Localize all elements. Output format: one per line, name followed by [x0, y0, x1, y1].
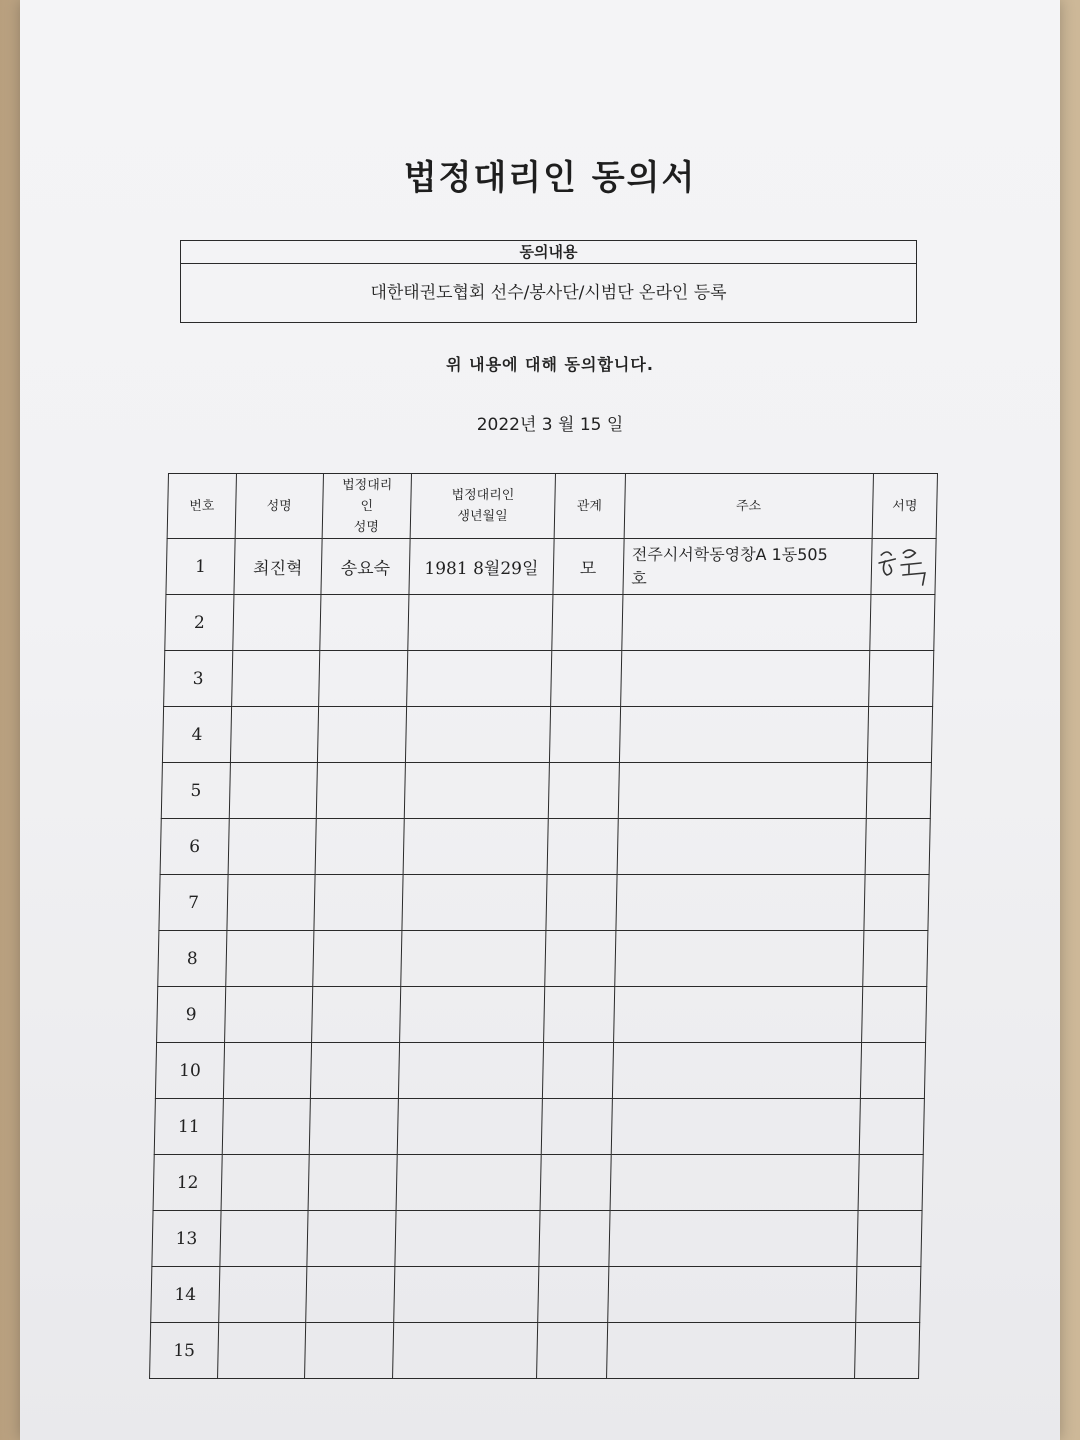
guardian-name-cell [319, 595, 409, 651]
guardian-birth-cell [408, 595, 552, 651]
address-cell [613, 987, 863, 1043]
student-name-cell [221, 1155, 309, 1211]
address-cell [616, 875, 866, 931]
address-cell [620, 651, 870, 707]
table-row [159, 875, 929, 931]
relation-cell [542, 1043, 613, 1099]
row-number-cell: 11 [154, 1099, 223, 1155]
signature-cell [860, 1043, 925, 1099]
address-cell [612, 1043, 862, 1099]
page-title: 법정대리인 동의서 [403, 158, 697, 198]
guardian-birth-cell: 1981 8월29일 [409, 539, 553, 595]
signature-cell [858, 1155, 923, 1211]
header-rep-birth-line: 법정대리인 [451, 488, 515, 503]
student-name-cell [227, 875, 315, 931]
relation-cell [536, 1323, 607, 1379]
row-number-cell: 6 [160, 819, 229, 875]
student-name-cell [222, 1099, 310, 1155]
relation-cell [547, 819, 618, 875]
table-row [160, 819, 930, 875]
student-name-cell [232, 651, 320, 707]
student-name-cell [226, 931, 314, 987]
address-cell [623, 539, 873, 595]
row-number-cell: 15 [150, 1323, 219, 1379]
signature-cell [865, 819, 930, 875]
table-header-row [167, 474, 937, 539]
relation-cell [548, 763, 619, 819]
guardian-birth-cell [403, 819, 547, 875]
student-name-cell [228, 819, 316, 875]
address-line: 전주시서학동영창A 1동505 [631, 544, 828, 564]
guardian-birth-cell [405, 763, 549, 819]
relation-cell [549, 707, 620, 763]
table-row [166, 539, 936, 595]
address-cell [617, 819, 867, 875]
header-rep-birth-line: 생년월일 [457, 509, 508, 524]
relation-cell [537, 1267, 608, 1323]
guardian-birth-cell [407, 651, 551, 707]
signature-cell [867, 707, 932, 763]
signature-cell [855, 1323, 920, 1379]
guardian-birth-cell [406, 707, 550, 763]
guardian-name-cell [318, 651, 408, 707]
signature-cell [869, 651, 934, 707]
relation-cell [538, 1211, 609, 1267]
student-name-cell [229, 763, 317, 819]
address-cell [619, 707, 869, 763]
row-number-cell: 5 [161, 763, 230, 819]
address-line: 호 [631, 568, 648, 588]
signature-cell [857, 1211, 922, 1267]
row-number-cell: 1 [166, 539, 235, 595]
guardian-birth-cell [397, 1099, 541, 1155]
signature-cell [866, 763, 931, 819]
student-name-cell [218, 1323, 306, 1379]
row-number-cell: 14 [151, 1267, 220, 1323]
student-name-cell [225, 987, 313, 1043]
guardian-name-cell [306, 1211, 396, 1267]
row-number-cell: 10 [155, 1043, 224, 1099]
guardian-name-cell [312, 931, 402, 987]
guardian-birth-cell [396, 1155, 540, 1211]
row-number-cell: 8 [158, 931, 227, 987]
relation-cell [551, 595, 622, 651]
guardian-name-cell [305, 1267, 395, 1323]
relation-cell [543, 987, 614, 1043]
student-name-cell [220, 1211, 308, 1267]
header-address: 주소 [624, 474, 874, 539]
guardian-name-cell [311, 987, 401, 1043]
table-row [150, 1323, 920, 1379]
guardian-name-cell [315, 819, 405, 875]
signature-cell [859, 1099, 924, 1155]
signature-cell [862, 987, 927, 1043]
table-row [165, 595, 935, 651]
address-cell [610, 1155, 860, 1211]
header-signature: 서명 [872, 474, 937, 539]
consent-date: 2022년 3 월 15 일 [476, 415, 624, 435]
row-number-cell: 13 [152, 1211, 221, 1267]
address-cell [609, 1211, 859, 1267]
table-row [158, 931, 928, 987]
guardian-name-cell [309, 1099, 399, 1155]
signature-cell [864, 875, 929, 931]
student-name-cell [233, 595, 321, 651]
guardian-birth-cell [401, 931, 545, 987]
guardian-birth-cell [400, 987, 544, 1043]
relation-cell [545, 875, 616, 931]
guardian-table [149, 473, 938, 1379]
guardian-name-cell [314, 875, 404, 931]
signature-cell [863, 931, 928, 987]
table-row [161, 763, 931, 819]
relation-cell: 모 [552, 539, 623, 595]
address-cell [611, 1099, 861, 1155]
relation-cell [541, 1099, 612, 1155]
row-number-cell: 7 [159, 875, 228, 931]
student-name-cell [230, 707, 318, 763]
guardian-name-cell [317, 707, 407, 763]
guardian-name-cell [310, 1043, 400, 1099]
table-row [154, 1099, 924, 1155]
header-relation: 관계 [554, 474, 625, 539]
signature-cell [871, 539, 936, 595]
guardian-birth-cell [402, 875, 546, 931]
guardian-birth-cell [395, 1211, 539, 1267]
agree-statement: 위 내용에 대해 동의합니다. [446, 355, 654, 374]
address-cell [607, 1267, 857, 1323]
table-row [157, 987, 927, 1043]
address-cell [618, 763, 868, 819]
consent-box [180, 240, 917, 323]
handwritten-signature [874, 545, 933, 589]
guardian-birth-cell [394, 1267, 538, 1323]
header-name: 성명 [235, 474, 323, 539]
header-rep-birth [410, 474, 555, 539]
row-number-cell: 3 [164, 651, 233, 707]
guardian-name-cell [308, 1155, 398, 1211]
row-number-cell: 4 [162, 707, 231, 763]
row-number-cell: 12 [153, 1155, 222, 1211]
row-number-cell: 9 [157, 987, 226, 1043]
student-name-cell: 최진혁 [234, 539, 322, 595]
table-row [155, 1043, 925, 1099]
header-rep-name-line: 인 [360, 498, 374, 514]
header-no: 번호 [167, 474, 236, 539]
header-rep-name [322, 474, 412, 539]
table-row [152, 1211, 922, 1267]
guardian-birth-cell [399, 1043, 543, 1099]
consent-header: 동의내용 [181, 241, 916, 264]
relation-cell [540, 1155, 611, 1211]
signature-cell [856, 1267, 921, 1323]
guardian-name-cell: 송요숙 [321, 539, 411, 595]
guardian-name-cell [304, 1323, 394, 1379]
guardian-birth-cell [393, 1323, 537, 1379]
relation-cell [544, 931, 615, 987]
address-cell [621, 595, 871, 651]
table-row [151, 1267, 921, 1323]
consent-body: 대한태권도협회 선수/봉사단/시범단 온라인 등록 [370, 283, 727, 303]
table-row [164, 651, 934, 707]
student-name-cell [219, 1267, 307, 1323]
table-row [162, 707, 932, 763]
address-cell [606, 1323, 856, 1379]
header-rep-name-line: 성명 [353, 519, 380, 535]
guardian-name-cell [316, 763, 406, 819]
header-rep-name-line: 법정대리 [341, 477, 393, 493]
student-name-cell [223, 1043, 311, 1099]
signature-cell [870, 595, 935, 651]
address-cell [614, 931, 864, 987]
row-number-cell: 2 [165, 595, 234, 651]
relation-cell [550, 651, 621, 707]
table-row [153, 1155, 923, 1211]
